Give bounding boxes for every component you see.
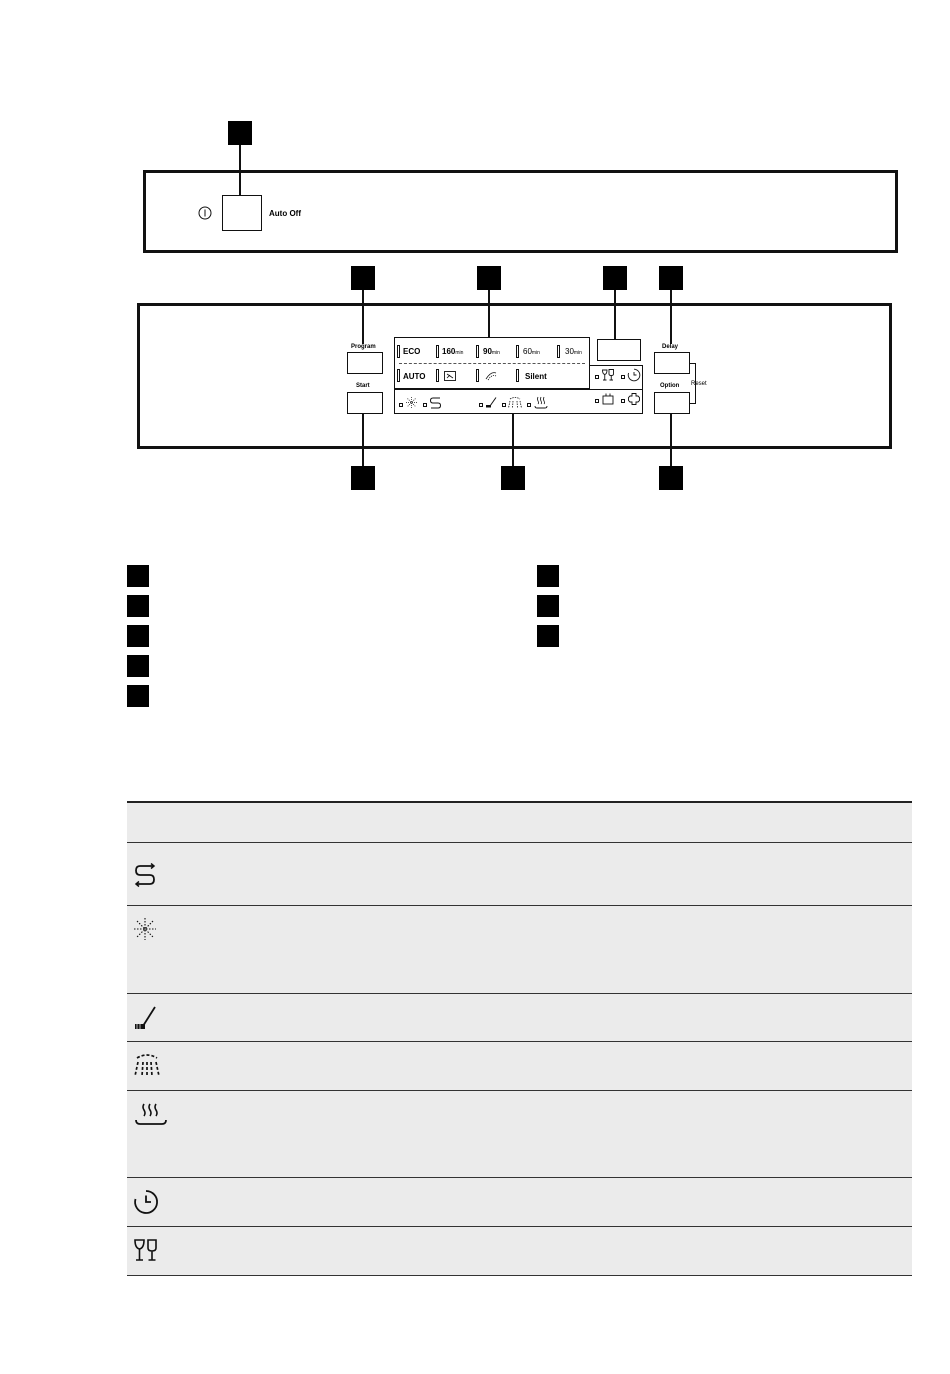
phase-dot-3 (479, 403, 483, 407)
phase-dot-4 (502, 403, 506, 407)
callout-marker-7 (501, 466, 525, 490)
table-row (127, 905, 912, 993)
power-icon (198, 206, 212, 220)
spray-icon (133, 1052, 173, 1078)
program-90: 90min (483, 347, 500, 356)
callout-marker-5 (659, 266, 683, 290)
option-dot-plate (595, 399, 599, 403)
callout-marker-3 (477, 266, 501, 290)
option-dot-clock (621, 375, 625, 379)
callout-marker-1 (228, 121, 252, 145)
reset-label: Reset (691, 381, 707, 387)
table-row (127, 1090, 912, 1177)
led-auto (397, 369, 400, 382)
program-30: 30min (565, 347, 582, 356)
callout-line-7 (512, 414, 514, 467)
program-auto: AUTO (403, 372, 426, 381)
program-label: Program (351, 344, 376, 350)
callout-line-8 (670, 414, 672, 467)
upper-panel (143, 170, 898, 253)
table-row (127, 1177, 912, 1226)
loop-icon (429, 396, 442, 409)
legend-marker-4 (127, 655, 149, 677)
table-row (127, 1226, 912, 1275)
delay-button[interactable] (654, 352, 690, 374)
program-button[interactable] (347, 352, 383, 374)
brush-icon (485, 396, 498, 409)
led-160 (436, 345, 439, 358)
clock-icon (133, 1189, 173, 1215)
callout-marker-8 (659, 466, 683, 490)
legend-marker-1 (127, 565, 149, 587)
phase-dot-2 (423, 403, 427, 407)
brush-icon (133, 1004, 173, 1032)
option-dot-gear (621, 399, 625, 403)
program-60: 60min (523, 347, 540, 356)
power-button[interactable] (222, 195, 262, 231)
glasses-icon (601, 368, 615, 382)
table-header-row (127, 802, 912, 842)
sun-icon (133, 917, 173, 941)
plate-icon (601, 392, 615, 406)
gear-icon (627, 392, 641, 406)
led-glass-rinse (476, 369, 479, 382)
legend-marker-7 (537, 595, 559, 617)
display-separator (399, 363, 585, 364)
option-button[interactable] (654, 392, 690, 414)
legend-marker-2 (127, 595, 149, 617)
start-button[interactable] (347, 392, 383, 414)
led-30 (557, 345, 560, 358)
led-90 (476, 345, 479, 358)
option-dot-glasses (595, 375, 599, 379)
dry-icon (534, 396, 548, 409)
led-silent (516, 369, 519, 382)
pots-icon (443, 369, 457, 382)
program-silent: Silent (525, 372, 547, 381)
spray-icon (508, 396, 522, 409)
option-label: Option (660, 383, 680, 389)
glasses-icon (133, 1238, 173, 1264)
legend-marker-5 (127, 685, 149, 707)
legend-marker-6 (537, 565, 559, 587)
led-60 (516, 345, 519, 358)
phase-dot-5 (527, 403, 531, 407)
led-pots (436, 369, 439, 382)
led-eco (397, 345, 400, 358)
legend-marker-8 (537, 625, 559, 647)
table-row (127, 993, 912, 1041)
callout-marker-2 (351, 266, 375, 290)
table-row (127, 842, 912, 905)
start-label: Start (356, 383, 370, 389)
dry-icon (133, 1102, 173, 1128)
program-eco: ECO (403, 347, 421, 356)
time-display (597, 339, 641, 361)
indicators-table (127, 801, 912, 1276)
sun-icon (405, 396, 418, 409)
callout-marker-4 (603, 266, 627, 290)
glass-rinse-icon (484, 369, 498, 382)
phase-dot-1 (399, 403, 403, 407)
table-row (127, 1041, 912, 1090)
clock-icon (627, 368, 641, 382)
callout-marker-6 (351, 466, 375, 490)
auto-off-label: Auto Off (269, 209, 301, 218)
program-160: 160min (442, 347, 464, 356)
callout-line-6 (362, 414, 364, 467)
legend-marker-3 (127, 625, 149, 647)
loop-icon (133, 863, 173, 889)
delay-label: Delay (662, 344, 679, 350)
